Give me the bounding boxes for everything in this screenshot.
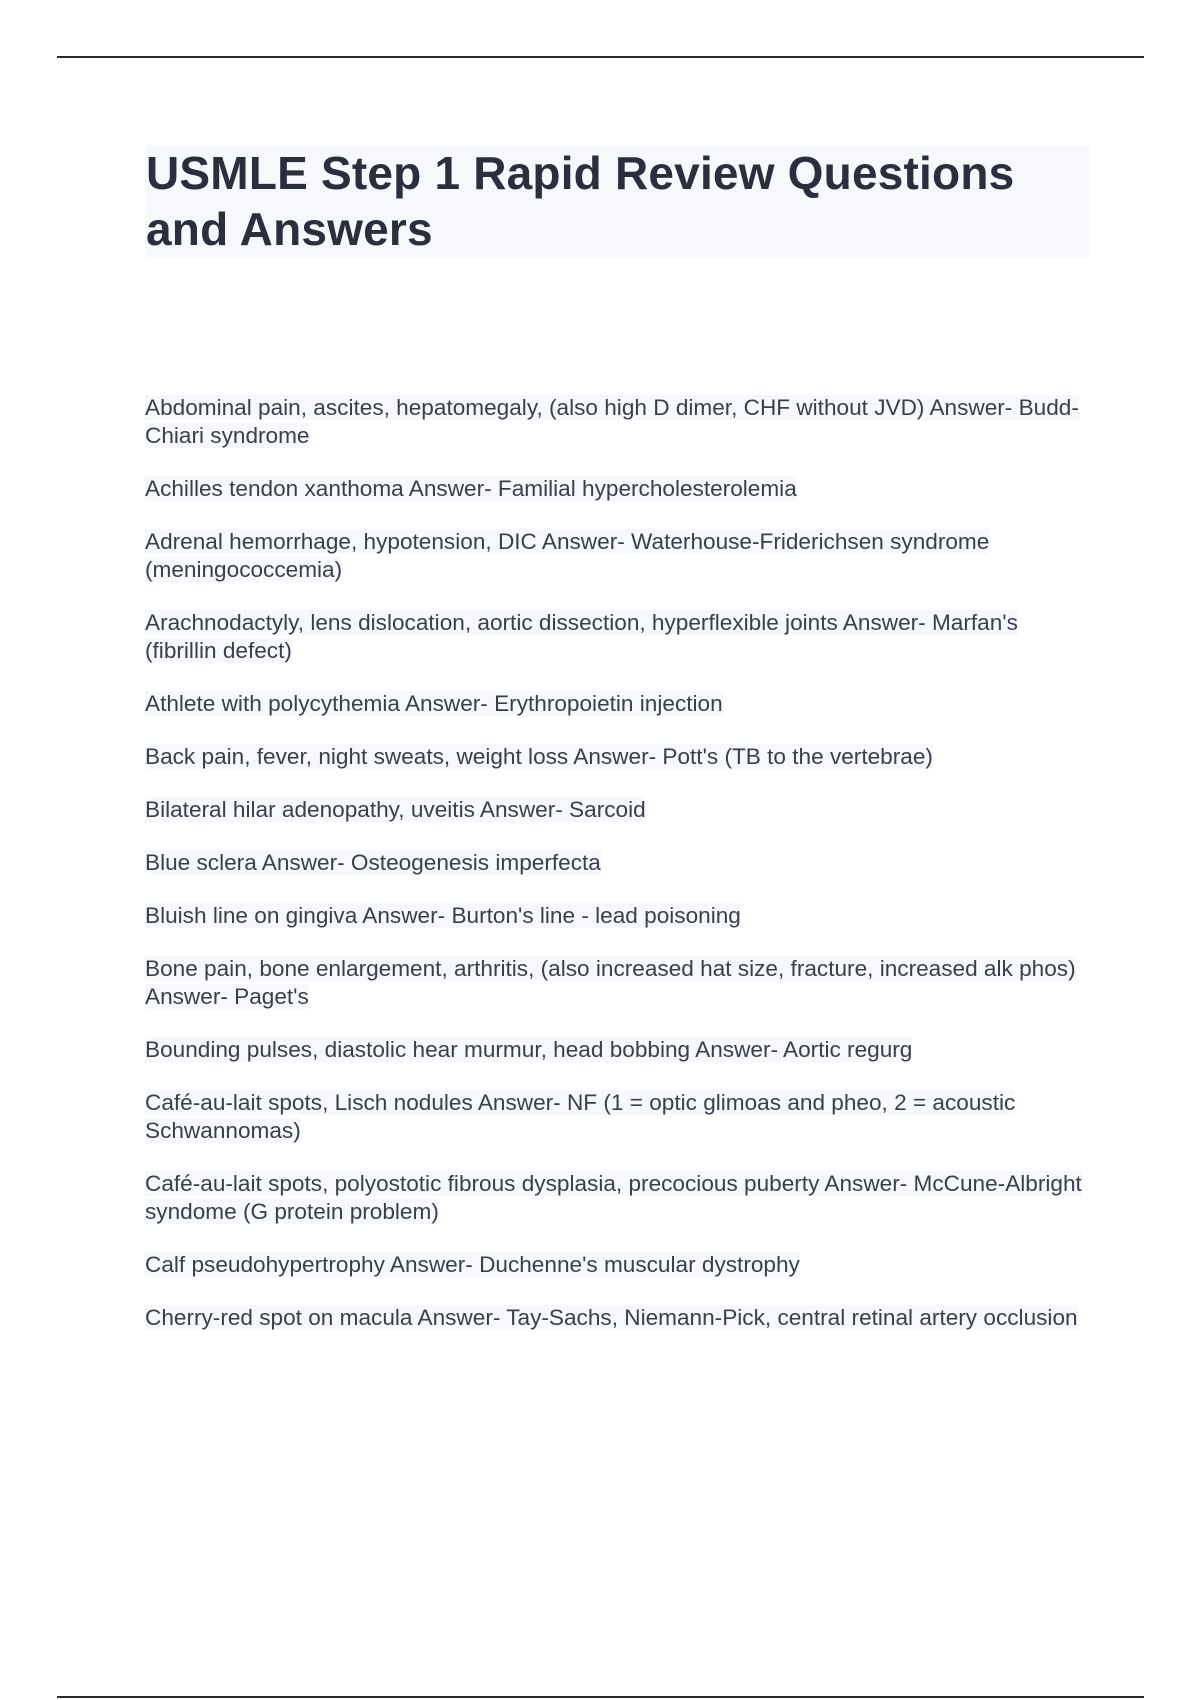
document-title: USMLE Step 1 Rapid Review Questions and Answers <box>146 147 1015 255</box>
list-item <box>145 1170 1089 1226</box>
list-item <box>145 690 1089 718</box>
list-item-text: Athlete with polycythemia Answer- Erythropoietin injection <box>145 691 723 716</box>
list-item-text: Café-au-lait spots, Lisch nodules Answer- NF (1 = optic glimoas and pheo, 2 = acoustic Schwannomas) <box>145 1090 1016 1143</box>
qa-list <box>145 394 1089 1357</box>
list-item-text: Blue sclera Answer- Osteogenesis imperfecta <box>145 850 601 875</box>
list-item <box>145 609 1089 665</box>
list-item-text: Arachnodactyly, lens dislocation, aortic dissection, hyperflexible joints Answer- Marfan's (fibrillin defect) <box>145 610 1018 663</box>
list-item <box>145 902 1089 930</box>
list-item <box>145 528 1089 584</box>
list-item <box>145 743 1089 771</box>
list-item-text: Calf pseudohypertrophy Answer- Duchenne's muscular dystrophy <box>145 1252 800 1277</box>
list-item-text: Cherry-red spot on macula Answer- Tay-Sachs, Niemann-Pick, central retinal artery occlusion <box>145 1305 1078 1330</box>
list-item <box>145 955 1089 1011</box>
list-item-text: Bone pain, bone enlargement, arthritis, (also increased hat size, fracture, increased alk phos) Answer- Paget's <box>145 956 1076 1009</box>
list-item-text: Adrenal hemorrhage, hypotension, DIC Answer- Waterhouse-Friderichsen syndrome (meningococcemia) <box>145 529 990 582</box>
list-item-text: Bilateral hilar adenopathy, uveitis Answer- Sarcoid <box>145 797 646 822</box>
list-item <box>145 1304 1089 1332</box>
list-item-text: Abdominal pain, ascites, hepatomegaly, (also high D dimer, CHF without JVD) Answer- Budd-Chiari syndrome <box>145 395 1079 448</box>
list-item <box>145 394 1089 450</box>
list-item-text: Achilles tendon xanthoma Answer- Familial hypercholesterolemia <box>145 476 797 501</box>
list-item <box>145 475 1089 503</box>
title-block <box>145 145 1089 257</box>
list-item <box>145 1089 1089 1145</box>
bottom-divider <box>57 1696 1144 1698</box>
list-item-text: Bounding pulses, diastolic hear murmur, head bobbing Answer- Aortic regurg <box>145 1037 913 1062</box>
list-item <box>145 849 1089 877</box>
list-item-text: Bluish line on gingiva Answer- Burton's line - lead poisoning <box>145 903 741 928</box>
list-item <box>145 796 1089 824</box>
list-item <box>145 1036 1089 1064</box>
top-divider <box>57 56 1144 58</box>
list-item-text: Back pain, fever, night sweats, weight loss Answer- Pott's (TB to the vertebrae) <box>145 744 933 769</box>
list-item <box>145 1251 1089 1279</box>
list-item-text: Café-au-lait spots, polyostotic fibrous dysplasia, precocious puberty Answer- McCune-Albright syndome (G protein problem) <box>145 1171 1082 1224</box>
